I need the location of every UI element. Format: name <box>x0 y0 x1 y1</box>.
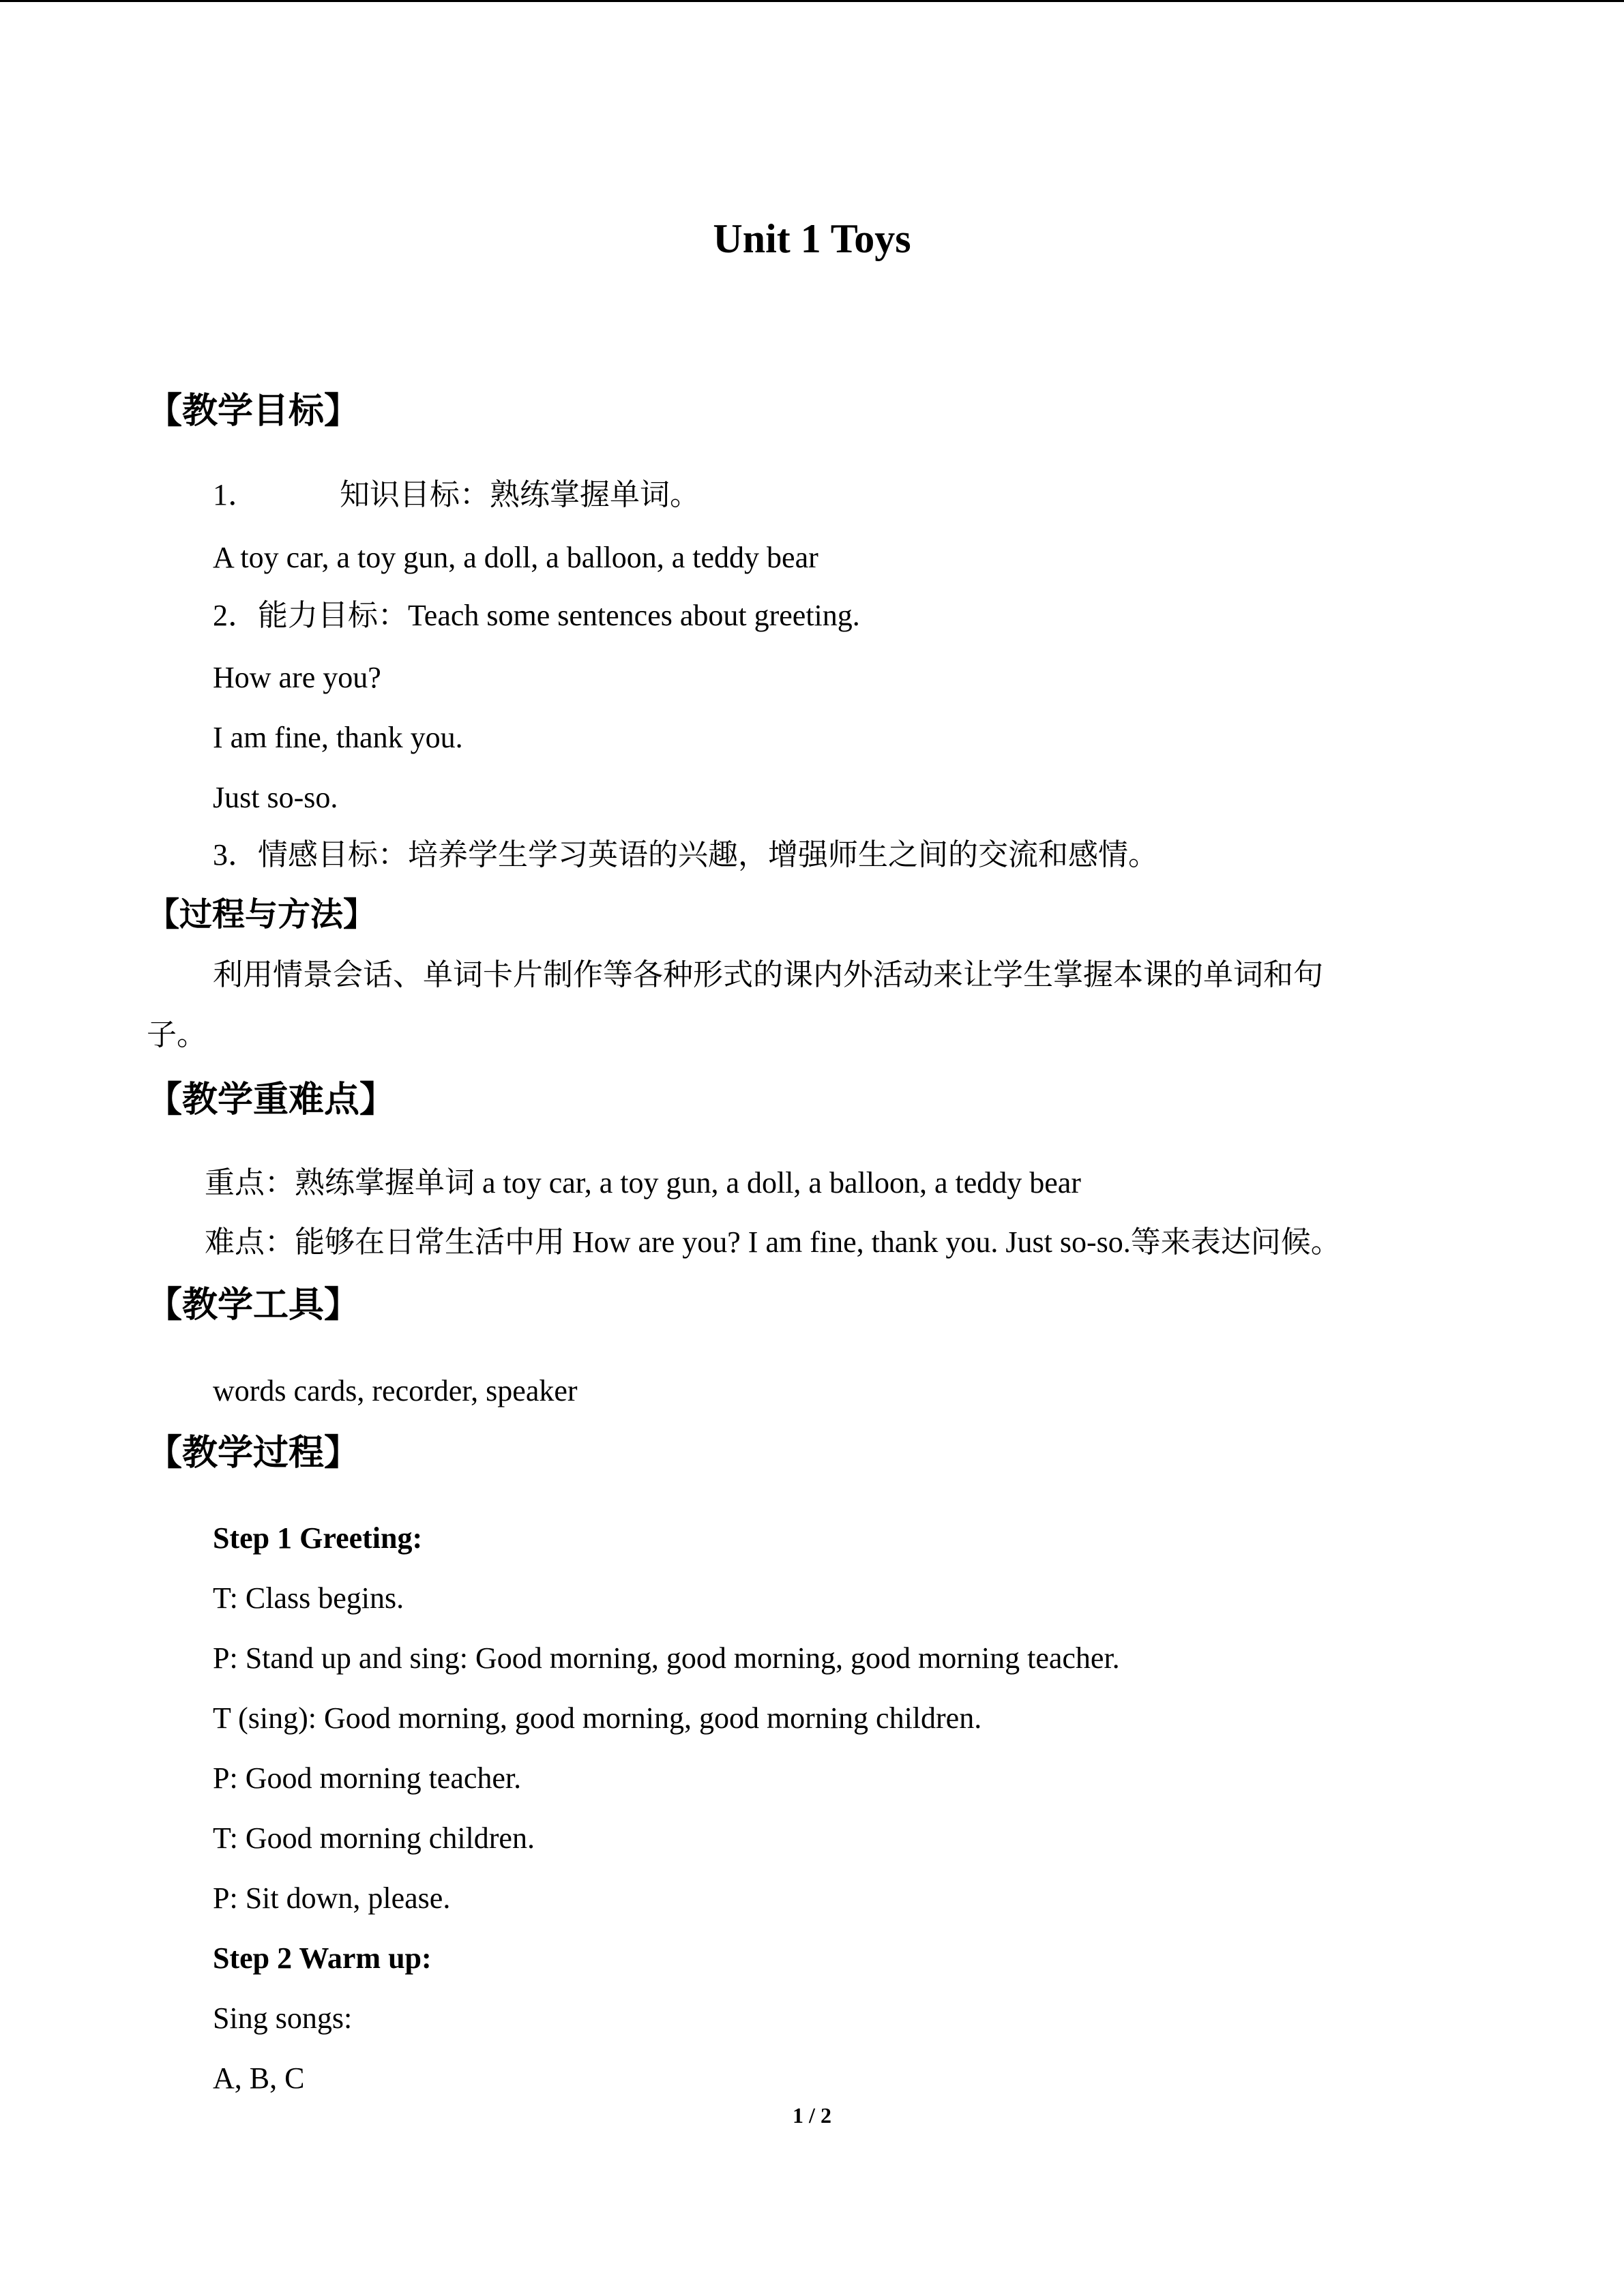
step-1-line: P: Sit down, please. <box>213 1881 451 1915</box>
goal-item-2-line: Just so-so. <box>213 781 338 814</box>
goal-item-1-words: A toy car, a toy gun, a doll, a balloon, a teddy bear <box>213 541 818 574</box>
step-2-line: Sing songs: <box>213 2001 353 2035</box>
step-1-line: T (sing): Good morning, good morning, good morning children. <box>213 1701 982 1735</box>
keypoints-heading: 【教学重难点】 <box>147 1081 396 1120</box>
step-1-title: Step 1 Greeting: <box>213 1521 423 1555</box>
step-1-line: P: Good morning teacher. <box>213 1761 522 1795</box>
goal-item-3: 3．情感目标：培养学生学习英语的兴趣，增强师生之间的交流和感情。 <box>213 838 1158 871</box>
key-point: 重点：熟练掌握单词 a toy car, a toy gun, a doll, a balloon, a teddy bear <box>205 1166 1081 1199</box>
goal-item-2-line: How are you? <box>213 661 381 694</box>
goal-item-2-line: I am fine, thank you. <box>213 721 463 754</box>
document-title: Unit 1 Toys <box>713 216 911 261</box>
page-number: 1 / 2 <box>793 2103 831 2128</box>
goal-item-1-number: 1． <box>213 478 258 511</box>
goals-heading: 【教学目标】 <box>147 392 360 431</box>
goal-item-1 <box>213 475 700 516</box>
methods-paragraph-line-2: 子。 <box>147 1018 207 1052</box>
step-2-line: A, B, C <box>213 2061 305 2095</box>
goal-item-2: 2．能力目标：Teach some sentences about greeting. <box>213 599 860 632</box>
step-1-line: P: Stand up and sing: Good morning, good morning, good morning teacher. <box>213 1641 1120 1675</box>
difficult-point: 难点：能够在日常生活中用 How are you? I am fine, thank you. Just so-so.等来表达问候。 <box>205 1225 1341 1259</box>
process-heading: 【教学过程】 <box>147 1434 360 1473</box>
goal-item-1-text: 知识目标：熟练掌握单词。 <box>340 478 700 511</box>
tools-heading: 【教学工具】 <box>147 1286 360 1325</box>
step-2-title: Step 2 Warm up: <box>213 1941 432 1975</box>
step-1-line: T: Good morning children. <box>213 1821 535 1855</box>
step-1-line: T: Class begins. <box>213 1581 404 1615</box>
top-border <box>0 0 1624 2</box>
methods-heading: 【过程与方法】 <box>147 897 377 933</box>
tools-list: words cards, recorder, speaker <box>213 1374 578 1407</box>
methods-paragraph-line-1: 利用情景会话、单词卡片制作等各种形式的课内外活动来让学生掌握本课的单词和句 <box>213 958 1323 992</box>
